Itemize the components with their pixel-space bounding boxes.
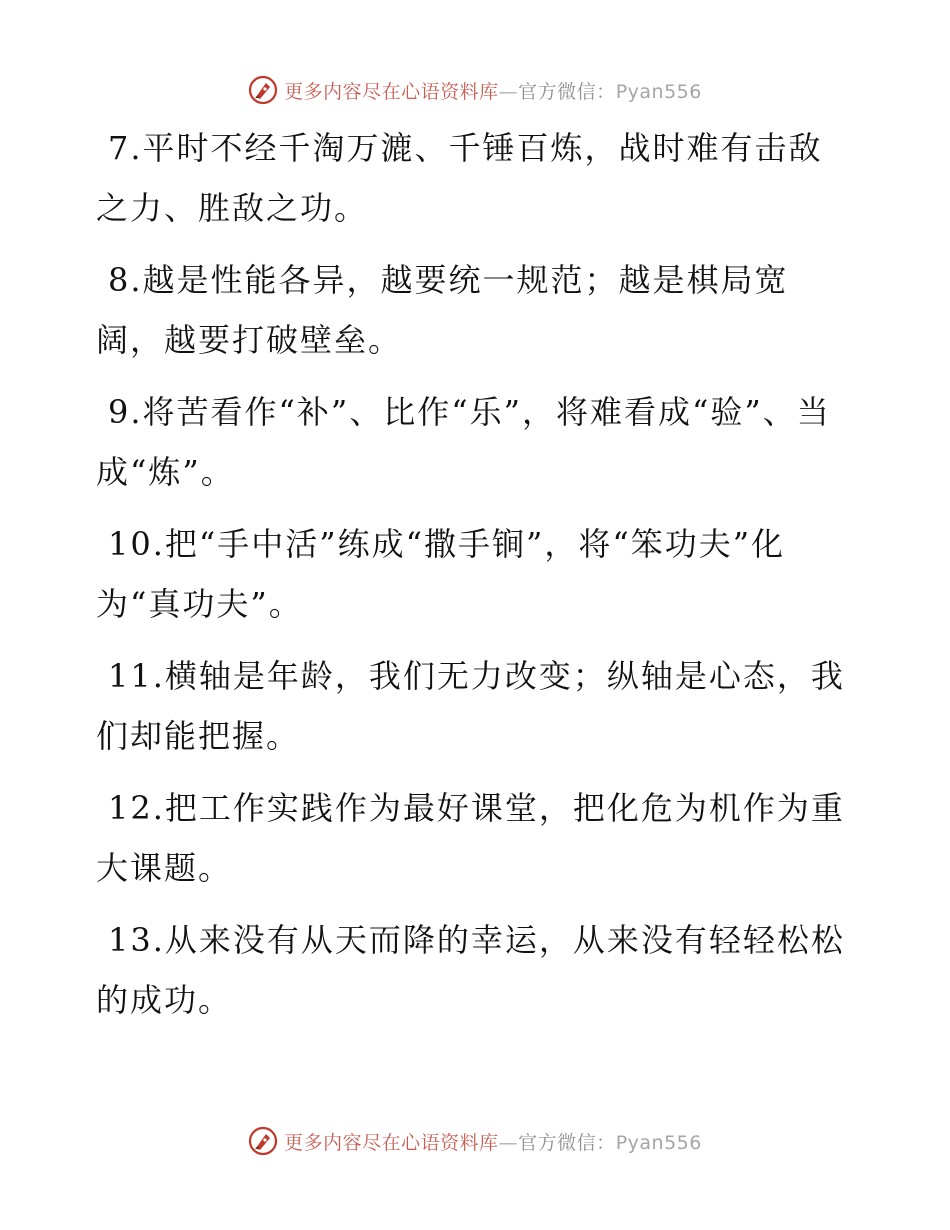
watermark-text <box>284 77 702 104</box>
pen-nib-logo-icon <box>248 75 278 105</box>
list-item-9: 9.将苦看作“补”、比作“乐”，将难看成“验”、当成“炼”。 <box>96 393 831 491</box>
watermark-brand: 更多内容尽在心语资料库 <box>284 80 499 103</box>
footer-watermark <box>0 1121 950 1161</box>
list-item-13: 13.从来没有从天而降的幸运，从来没有轻轻松松的成功。 <box>96 921 845 1019</box>
pen-nib-logo-icon <box>248 1126 278 1156</box>
list-item-10: 10.把“手中活”练成“撒手锏”，将“笨功夫”化为“真功夫”。 <box>96 525 786 623</box>
watermark-text <box>284 1128 702 1155</box>
list-item-7: 7.平时不经千淘万漉、千锤百炼，战时难有击敌之力、胜敌之功。 <box>96 129 823 227</box>
list-item-11: 11.横轴是年龄，我们无力改变；纵轴是心态，我们却能把握。 <box>96 657 845 755</box>
watermark-brand: 更多内容尽在心语资料库 <box>284 1131 499 1154</box>
list-item-8: 8.越是性能各异，越要统一规范；越是棋局宽阔，越要打破壁垒。 <box>96 261 789 359</box>
header-watermark <box>0 70 950 110</box>
list-item-12: 12.把工作实践作为最好课堂，把化危为机作为重大课题。 <box>96 789 845 887</box>
watermark-separator: — <box>498 80 519 103</box>
watermark-separator: — <box>498 1131 519 1154</box>
watermark-wechat-id: Pyan556 <box>615 1131 702 1154</box>
watermark-label: 官方微信： <box>518 80 616 103</box>
document-body <box>96 118 856 1042</box>
watermark-wechat-id: Pyan556 <box>615 80 702 103</box>
watermark-label: 官方微信： <box>518 1131 616 1154</box>
